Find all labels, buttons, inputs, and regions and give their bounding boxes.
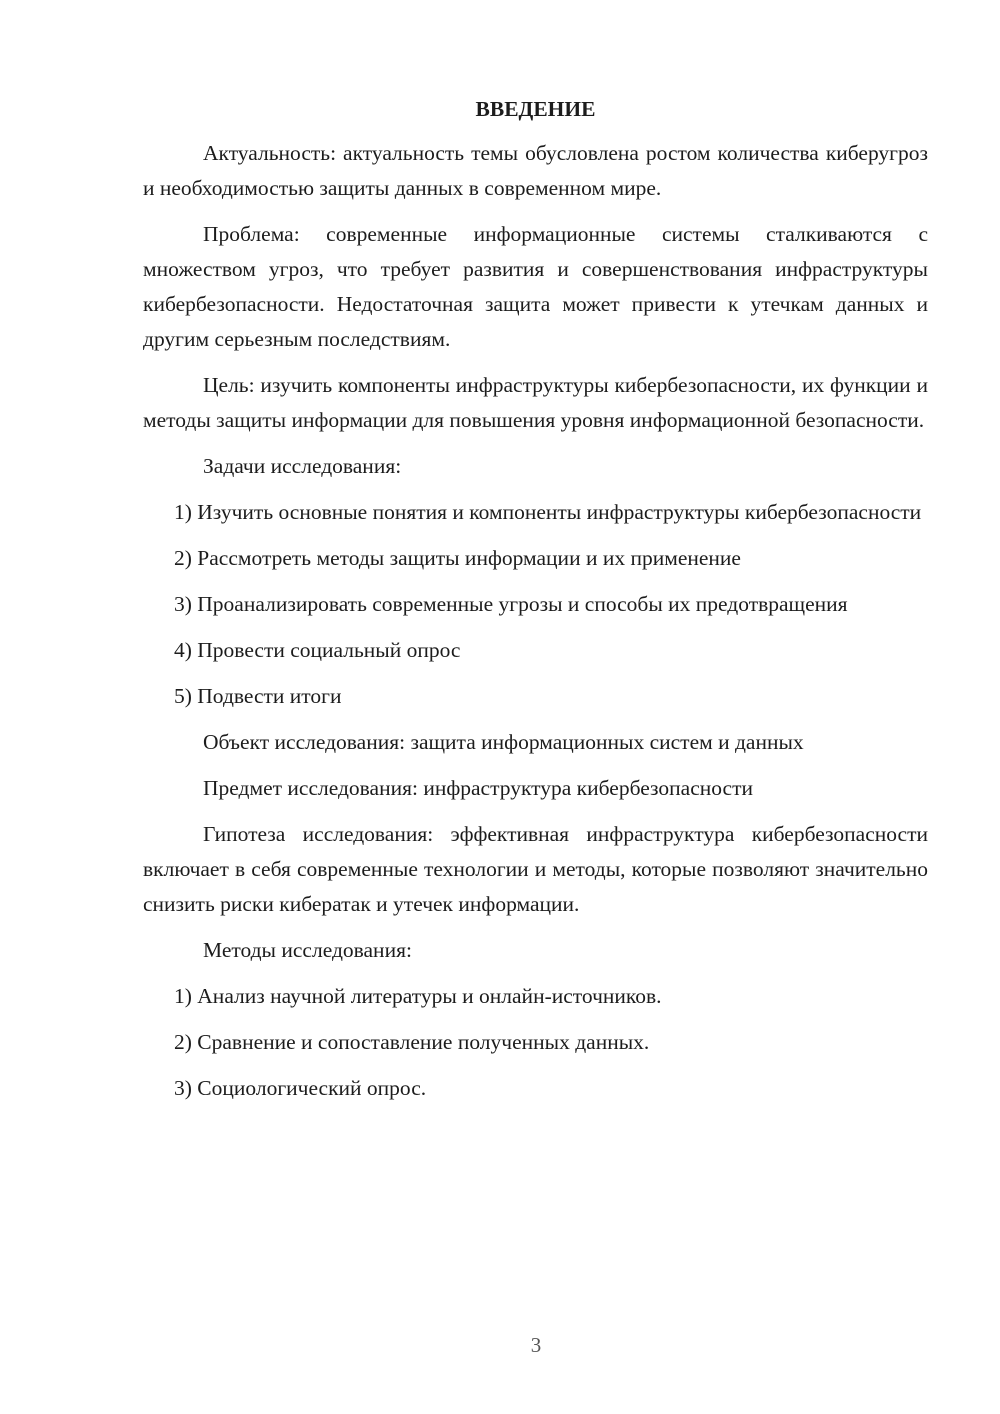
methods-heading: Методы исследования:	[203, 938, 412, 962]
task-item-2: 2) Рассмотреть методы защиты информации и их применение	[174, 546, 741, 570]
task-item-4: 4) Провести социальный опрос	[174, 638, 461, 662]
problem-paragraph: Проблема: современные информационные системы сталкиваются с множеством угроз, что требует развития и совершенствования инфраструктуры кибербезопасности. Недостаточная защита может привести к утечкам данных и другим серьезным последствиям.	[143, 222, 928, 351]
subject-paragraph: Предмет исследования: инфраструктура кибербезопасности	[203, 776, 753, 800]
object-paragraph: Объект исследования: защита информационных систем и данных	[203, 730, 804, 754]
method-item-1: 1) Анализ научной литературы и онлайн-источников.	[174, 984, 662, 1008]
goal-paragraph: Цель: изучить компоненты инфраструктуры кибербезопасности, их функции и методы защиты информации для повышения уровня информационной безопасности.	[143, 373, 928, 432]
method-item-3: 3) Социологический опрос.	[174, 1076, 427, 1100]
task-item-5: 5) Подвести итоги	[174, 684, 342, 708]
tasks-heading: Задачи исследования:	[203, 454, 402, 478]
page-content	[143, 94, 928, 1117]
hypothesis-paragraph: Гипотеза исследования: эффективная инфраструктура кибербезопасности включает в себя современные технологии и методы, которые позволяют значительно снизить риски кибератак и утечек информации.	[143, 822, 928, 916]
task-item-1: 1) Изучить основные понятия и компоненты инфраструктуры кибербезопасности	[174, 500, 922, 524]
section-title: ВВЕДЕНИЕ	[475, 97, 596, 121]
task-item-3: 3) Проанализировать современные угрозы и способы их предотвращения	[174, 592, 848, 616]
relevance-paragraph: Актуальность: актуальность темы обусловлена ростом количества киберугроз и необходимостью защиты данных в современном мире.	[143, 141, 928, 200]
page-number: 3	[530, 1333, 542, 1357]
method-item-2: 2) Сравнение и сопоставление полученных данных.	[174, 1030, 650, 1054]
